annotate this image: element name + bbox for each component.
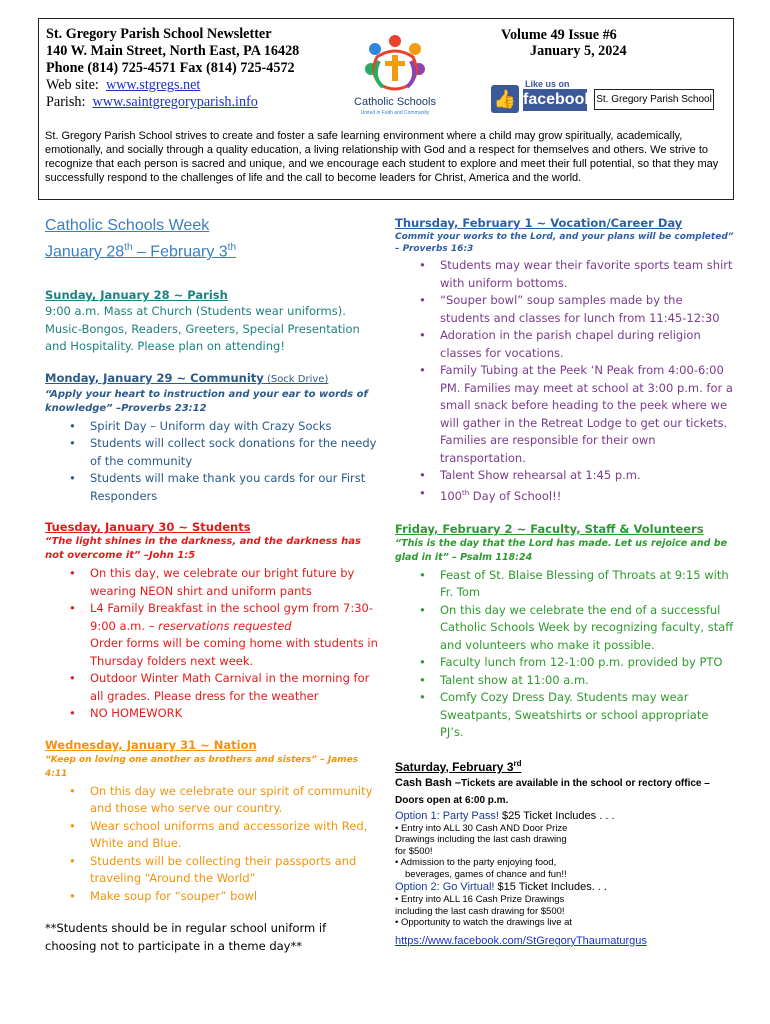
list-item: • Spirit Day – Uniform day with Crazy Socks (45, 418, 380, 436)
masthead (38, 18, 734, 200)
school-contact-block (46, 26, 299, 111)
option1-line: • Admission to the party enjoying food, (395, 857, 557, 869)
list-item: • Comfy Cozy Dress Day. Students may wear Sweatpants, Sweatshirts or school appropriate PJ’s. (395, 689, 735, 742)
mission-statement: St. Gregory Parish School strives to create and foster a safe learning environment where a child may grow spiritually, academically, emotionally, and socially through a quality education, a living relationship with God and a respect for themselves and others. We strive to recognize that each person is sacred and unique, and we encourage each student to explore and meet their full potential, so that they may successfully respond to the challenges of life and the call to become leaders for Christ, America and the world. (45, 130, 719, 184)
list-item: • “Souper bowl” soup samples made by the students and classes for lunch from 11:45-12:30 (395, 292, 735, 327)
list-item: • Students will be collecting their passports and traveling “Around the World” (45, 853, 380, 888)
list-item: • NO HOMEWORK (45, 705, 380, 723)
saturday-section (395, 756, 735, 948)
thursday-list (395, 257, 735, 505)
thumbs-up-icon: 👍 (491, 85, 519, 113)
parish-label: Parish: (46, 94, 86, 110)
tuesday-heading: Tuesday, January 30 ~ Students (45, 520, 251, 535)
volume-issue: Volume 49 Issue #6 (501, 27, 617, 43)
cash-bash-info: Cash Bash –Tickets are available in the school or rectory office – Doors open at 6:00 p.m. (395, 776, 710, 806)
logo-subtext: United in Faith and Community (360, 110, 430, 116)
sunday-line2: Music-Bongos, Readers, Greeters, Special Presentation and Hospitality. Please plan on attending! (45, 321, 360, 354)
list-item: • On this day we celebrate our spirit of community and those who serve our country. (45, 783, 380, 818)
list-item: • Wear school uniforms and accessorize with Red, White and Blue. (45, 818, 380, 853)
list-item: • Students will make thank you cards for our First Responders (45, 470, 380, 505)
friday-section (395, 521, 735, 742)
tuesday-quote: “The light shines in the darkness, and the darkness has not overcome it” –John 1:5 (45, 536, 361, 562)
thursday-heading: Thursday, February 1 ~ Vocation/Career Day (395, 216, 683, 230)
website-link[interactable]: www.stgregs.net (105, 77, 201, 93)
list-item: • Outdoor Winter Math Carnival in the morning for all grades. Please dress for the weather (45, 670, 380, 705)
list-item: • Talent show at 11:00 a.m. (395, 672, 735, 690)
monday-quote: “Apply your heart to instruction and your ear to words of knowledge” –Proverbs 23:12 (45, 388, 368, 414)
schools-week-title: Catholic Schools Week (45, 217, 210, 234)
friday-heading: Friday, February 2 ~ Faculty, Staff & Volunteers (395, 521, 704, 536)
uniform-note: **Students should be in regular school uniform if choosing not to participate in a theme day** (45, 921, 327, 954)
tuesday-section (45, 519, 380, 723)
list-item: • Faculty lunch from 12-1:00 p.m. provided by PTO (395, 654, 735, 672)
parish-link[interactable]: www.saintgregoryparish.info (92, 94, 258, 110)
wednesday-quote: “Keep on loving one another as brothers and sisters” – James 4:11 (45, 754, 359, 779)
logo-text: Catholic Schools (354, 96, 436, 108)
option2-line: • Opportunity to watch the drawings live at (395, 917, 573, 929)
facebook-live-link[interactable]: https://www.facebook.com/StGregoryThaumaturgus (395, 934, 647, 947)
list-item: • Feast of St. Blaise Blessing of Throats at 9:15 with Fr. Tom (395, 567, 735, 602)
sunday-line1: 9:00 a.m. Mass at Church (Students wear uniforms). (45, 304, 346, 319)
wednesday-heading: Wednesday, January 31 ~ Nation (45, 737, 257, 752)
list-item: • Make soup for “souper” bowl (45, 888, 380, 906)
monday-section (45, 370, 380, 506)
school-address: 140 W. Main Street, North East, PA 16428 (46, 43, 300, 59)
facebook-badge[interactable] (491, 79, 594, 115)
list-item: • Adoration in the parish chapel during religion classes for vocations. (395, 327, 735, 362)
wednesday-section (45, 737, 380, 906)
right-column (395, 215, 735, 948)
friday-quote: “This is the day that the Lord has made. Let us rejoice and be glad in it” – Psalm 118:24 (395, 537, 728, 563)
list-item: • L4 Family Breakfast in the school gym from 7:30-9:00 a.m. – reservations requested Order forms will be coming home with students in Thursday folders next week. (45, 600, 380, 670)
saturday-heading: Saturday, February 3rd (395, 758, 522, 774)
facebook-wordmark: facebook (523, 89, 587, 111)
sunday-section (45, 287, 380, 356)
option1-heading: Option 1: Party Pass! $25 Ticket Includes . . . (395, 809, 615, 822)
list-item: • On this day, we celebrate our bright future by wearing NEON shirt and uniform pants (45, 565, 380, 600)
list-item: • On this day we celebrate the end of a successful Catholic Schools Week by recognizing faculty, staff and volunteers who make it possible. (395, 602, 735, 655)
list-item: • 100th Day of School!! (395, 485, 735, 505)
catholic-schools-logo (349, 27, 441, 119)
school-phone: Phone (814) 725-4571 Fax (814) 725-4572 (46, 60, 295, 76)
list-item: • Students may wear their favorite sports team shirt with uniform bottoms. (395, 257, 735, 292)
issue-date: January 5, 2024 (530, 43, 627, 59)
thursday-quote: Commit your works to the Lord, and your plans will be completed” – Proverbs 16:3 (395, 232, 734, 254)
option1-line: • Entry into ALL 30 Cash AND Door Prize (395, 822, 568, 834)
list-item: • Talent Show rehearsal at 1:45 p.m. (395, 467, 735, 485)
list-item: • Students will collect sock donations for the needy of the community (45, 435, 380, 470)
website-label: Web site: (46, 77, 99, 93)
monday-heading: Monday, January 29 ~ Community (Sock Drive) (45, 370, 329, 385)
issue-info (501, 27, 627, 59)
option2-line: • Entry into ALL 16 Cash Prize Drawings (395, 894, 565, 906)
option2-line: including the last cash drawing for $500! (395, 905, 565, 917)
option2-heading: Option 2: Go Virtual! $15 Ticket Includes. . . (395, 881, 607, 894)
fb-like-text: Like us on (525, 79, 570, 89)
thursday-section (395, 215, 735, 255)
facebook-page-name: St. Gregory Parish School (594, 89, 714, 110)
option1-line: beverages, games of chance and fun!! (405, 868, 567, 880)
left-column (45, 215, 380, 955)
option1-line: for $500! (395, 845, 433, 857)
option1-line: Drawings including the last cash drawing (395, 834, 567, 846)
newsletter-title: St. Gregory Parish School Newsletter (46, 26, 272, 42)
list-item: • Family Tubing at the Peek ‘N Peak from 4:00-6:00 PM. Families may meet at school at 3:00 p.m. for a small snack before heading to the peek where we will gather in the Retreat Lodge to get our tickets. Families are responsible for their own transportation. (395, 362, 735, 467)
sunday-heading: Sunday, January 28 ~ Parish (45, 288, 228, 303)
schools-week-dates: January 28th – February 3th (45, 242, 237, 261)
